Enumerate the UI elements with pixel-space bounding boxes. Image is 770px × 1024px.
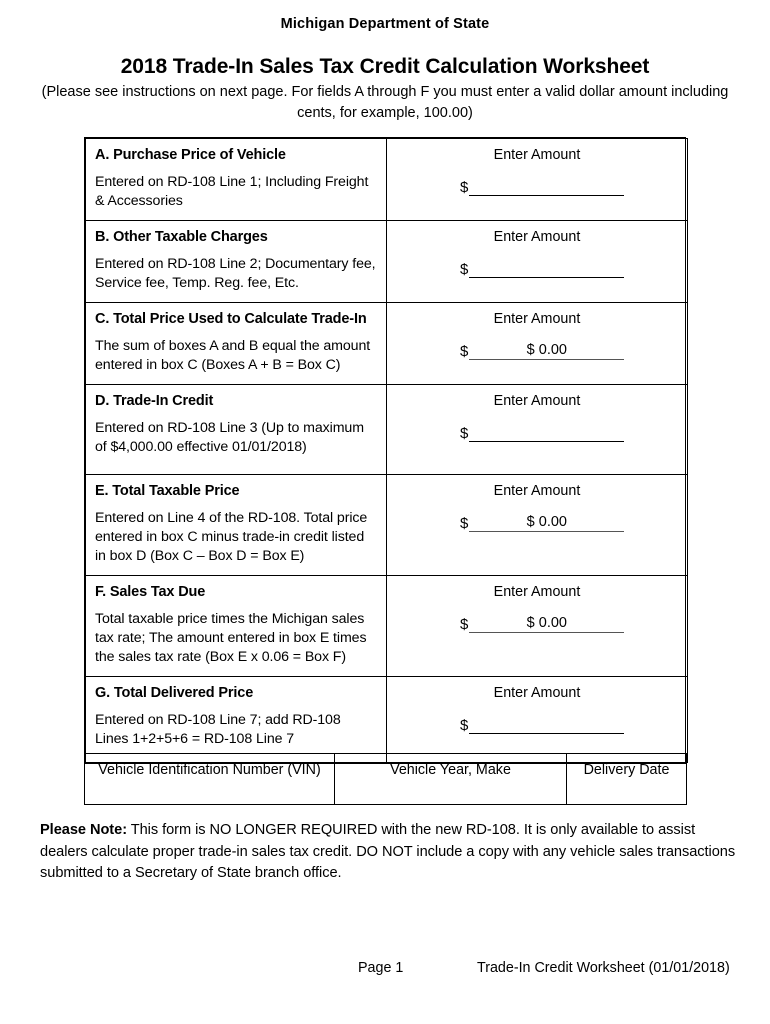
- currency-symbol-icon: $: [460, 425, 469, 442]
- row-b-amount-cell: [387, 221, 688, 303]
- vehicle-year-make-field[interactable]: [335, 754, 567, 805]
- row-f-amount-input[interactable]: $ 0.00: [469, 614, 624, 633]
- row-f-amount-label: Enter Amount: [493, 584, 581, 600]
- row-c-description: The sum of boxes A and B equal the amount entered in box C (Boxes A + B = Box C): [95, 338, 371, 373]
- vehicle-info-table: [84, 753, 687, 805]
- row-c-title: C. Total Price Used to Calculate Trade-In: [95, 311, 367, 327]
- table-row: [86, 221, 688, 303]
- row-b-amount-label: Enter Amount: [493, 229, 581, 245]
- row-d-description-cell: [86, 385, 387, 475]
- page-title: 2018 Trade-In Sales Tax Credit Calculation Worksheet: [120, 55, 650, 78]
- row-g-description-cell: [86, 677, 387, 763]
- currency-symbol-icon: $: [460, 717, 469, 734]
- row-d-amount-label: Enter Amount: [493, 393, 581, 409]
- row-g-amount-input[interactable]: [469, 715, 624, 734]
- table-row: [86, 139, 688, 221]
- please-note-label: Please Note:: [40, 822, 127, 838]
- page-number: Page 1: [358, 960, 404, 976]
- row-e-amount-input[interactable]: $ 0.00: [469, 513, 624, 532]
- row-a-amount-input[interactable]: [469, 177, 624, 196]
- table-row: [86, 576, 688, 677]
- row-g-amount-cell: [387, 677, 688, 763]
- row-e-description-cell: [86, 475, 387, 576]
- delivery-date-field[interactable]: [567, 754, 687, 805]
- row-f-title: F. Sales Tax Due: [95, 584, 206, 600]
- currency-symbol-icon: $: [460, 515, 469, 532]
- please-note-section: [40, 820, 740, 885]
- delivery-date-label: Delivery Date: [583, 762, 670, 778]
- row-d-amount-input[interactable]: [469, 423, 624, 442]
- worksheet-table: [84, 137, 686, 764]
- row-a-amount-cell: [387, 139, 688, 221]
- table-row: [86, 303, 688, 385]
- row-e-description: Entered on Line 4 of the RD-108. Total price entered in box C minus trade-in credit listed in box D (Box C – Box D = Box E): [95, 510, 368, 564]
- row-f-description-cell: [86, 576, 387, 677]
- table-row: [86, 385, 688, 475]
- currency-symbol-icon: $: [460, 616, 469, 633]
- row-a-description-cell: [86, 139, 387, 221]
- row-c-amount-label: Enter Amount: [493, 311, 581, 327]
- row-e-title: E. Total Taxable Price: [95, 483, 240, 499]
- row-e-amount-label: Enter Amount: [493, 483, 581, 499]
- currency-symbol-icon: $: [460, 261, 469, 278]
- row-g-amount-label: Enter Amount: [493, 685, 581, 701]
- row-b-description-cell: [86, 221, 387, 303]
- row-d-description: Entered on RD-108 Line 3 (Up to maximum of $4,000.00 effective 01/01/2018): [95, 420, 364, 455]
- row-g-description: Entered on RD-108 Line 7; add RD-108 Lines 1+2+5+6 = RD-108 Line 7: [95, 712, 341, 747]
- row-c-amount-input[interactable]: $ 0.00: [469, 341, 624, 360]
- row-a-amount-label: Enter Amount: [493, 147, 581, 163]
- table-row: [86, 677, 688, 763]
- agency-name: Michigan Department of State: [280, 16, 490, 32]
- row-g-title: G. Total Delivered Price: [95, 685, 254, 701]
- vin-label: Vehicle Identification Number (VIN): [98, 762, 321, 778]
- row-c-amount-cell: [387, 303, 688, 385]
- table-row: [85, 754, 687, 805]
- row-d-amount-cell: [387, 385, 688, 475]
- row-a-description: Entered on RD-108 Line 1; Including Freight & Accessories: [95, 174, 369, 209]
- vin-field[interactable]: [85, 754, 335, 805]
- vehicle-year-make-label: Vehicle Year, Make: [390, 762, 511, 778]
- form-identifier: Trade-In Credit Worksheet (01/01/2018): [477, 960, 730, 976]
- row-d-title: D. Trade-In Credit: [95, 393, 214, 409]
- row-a-title: A. Purchase Price of Vehicle: [95, 147, 286, 163]
- row-b-title: B. Other Taxable Charges: [95, 229, 268, 245]
- form-subtitle: (Please see instructions on next page. For fields A through F you must enter a valid dollar amount including cents, for example, 100.00): [41, 84, 729, 121]
- currency-symbol-icon: $: [460, 343, 469, 360]
- please-note-text: This form is NO LONGER REQUIRED with the new RD-108. It is only available to assist dealers calculate proper trade-in sales tax credit. DO NOT include a copy with any vehicle sales transactions submitted to a Secretary of State branch office.: [40, 822, 736, 881]
- table-row: [86, 475, 688, 576]
- row-f-description: Total taxable price times the Michigan sales tax rate; The amount entered in box E times the sales tax rate (Box E x 0.06 = Box F): [95, 611, 367, 665]
- row-b-description: Entered on RD-108 Line 2; Documentary fee, Service fee, Temp. Reg. fee, Etc.: [95, 256, 376, 291]
- row-b-amount-input[interactable]: [469, 259, 624, 278]
- row-c-description-cell: [86, 303, 387, 385]
- currency-symbol-icon: $: [460, 179, 469, 196]
- row-e-amount-cell: [387, 475, 688, 576]
- row-f-amount-cell: [387, 576, 688, 677]
